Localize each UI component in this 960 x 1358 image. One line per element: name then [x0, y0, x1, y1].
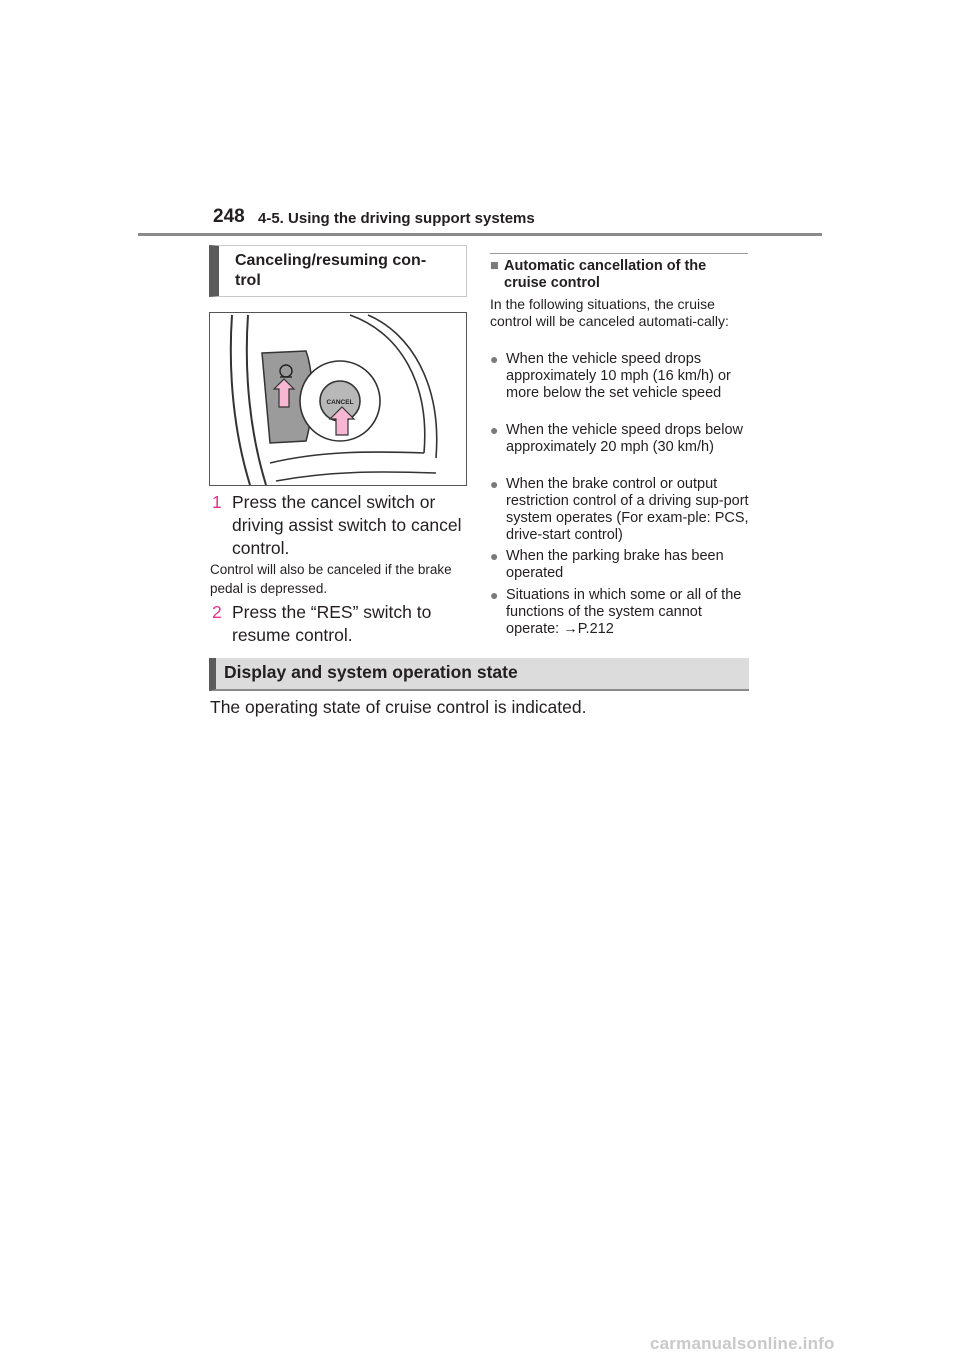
page-number: 248 — [213, 206, 245, 227]
header-rule — [138, 233, 822, 236]
step-number: 1 — [212, 492, 222, 512]
list-item-text: When the parking brake has been operated — [506, 548, 724, 581]
list-item-text: When the brake control or output restriction control of a driving sup-port system operates (For exam-ple: PCS, drive-start control) — [506, 476, 749, 543]
auto-cancel-intro: In the following situations, the cruise control will be canceled automati-cally: — [490, 296, 729, 329]
brake-note: Control will also be canceled if the brake pedal is depressed. — [210, 562, 452, 596]
list-item-text: Situations in which some or all of the functions of the system cannot operate: →P.212 — [506, 587, 742, 637]
square-bullet-icon: ■ — [490, 258, 499, 274]
step-text: Press the cancel switch or driving assist switch to cancel control. — [232, 492, 462, 558]
cancel-button-label: CANCEL — [326, 399, 354, 406]
display-section-text: The operating state of cruise control is indicated. — [210, 697, 587, 717]
display-section-title: Display and system operation state — [224, 662, 518, 682]
bullet-icon: ● — [490, 476, 499, 492]
auto-cancel-heading-text: Automatic cancellation of the cruise control — [504, 258, 707, 291]
cancel-resume-heading-text: Canceling/resuming con- trol — [235, 252, 427, 289]
bullet-icon: ● — [490, 548, 499, 564]
sub-heading-rule — [490, 253, 748, 254]
steering-wheel-icon — [210, 313, 467, 486]
step-number: 2 — [212, 602, 222, 622]
bullet-icon: ● — [490, 587, 499, 603]
section-title: 4-5. Using the driving support systems — [258, 210, 535, 227]
list-item-text: When the vehicle speed drops below approximately 20 mph (30 km/h) — [506, 422, 743, 455]
list-item-text: When the vehicle speed drops approximately 10 mph (16 km/h) or more below the set vehicle speed — [506, 351, 731, 401]
bullet-icon: ● — [490, 351, 499, 367]
steering-wheel-switch-illustration — [209, 312, 467, 486]
step-text: Press the “RES” switch to resume control. — [232, 602, 432, 645]
cancel-resume-heading — [209, 245, 467, 297]
watermark: carmanualsonline.info — [650, 1334, 835, 1353]
bullet-icon: ● — [490, 422, 499, 438]
display-section-banner — [209, 658, 749, 691]
